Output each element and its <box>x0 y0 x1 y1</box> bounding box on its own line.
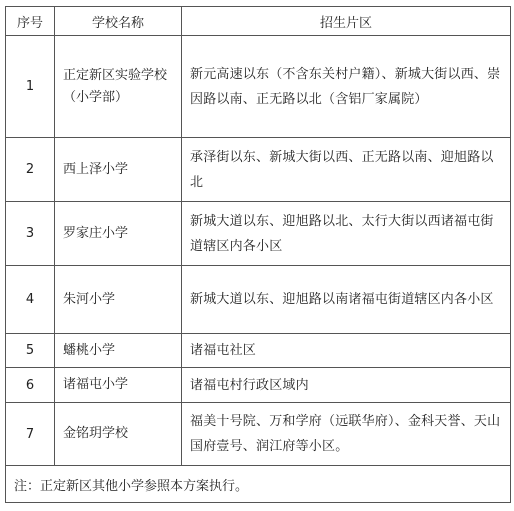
row-no: 2 <box>6 138 55 202</box>
row-school: 诸福屯小学 <box>55 368 182 403</box>
row-school: 朱河小学 <box>55 266 182 334</box>
row-no: 7 <box>6 403 55 466</box>
table-row <box>6 266 511 334</box>
header-admission-area: 招生片区 <box>182 7 511 36</box>
row-area: 新城大道以东、迎旭路以北、太行大街以西诸福屯街道辖区内各小区 <box>182 202 511 266</box>
row-school: 蟠桃小学 <box>55 334 182 368</box>
table-note-row <box>6 466 511 503</box>
row-no: 6 <box>6 368 55 403</box>
row-area: 福美十号院、万和学府（远联华府）、金科天誉、天山国府壹号、润江府等小区。 <box>182 403 511 466</box>
row-area: 诸福屯村行政区域内 <box>182 368 511 403</box>
row-school: 西上泽小学 <box>55 138 182 202</box>
row-school: 正定新区实验学校（小学部） <box>55 36 182 138</box>
table-row <box>6 202 511 266</box>
table-note: 注：正定新区其他小学参照本方案执行。 <box>6 466 511 503</box>
row-no: 1 <box>6 36 55 138</box>
table-row <box>6 403 511 466</box>
admission-zone-table <box>5 6 511 503</box>
table-row <box>6 138 511 202</box>
table-row <box>6 368 511 403</box>
row-school: 罗家庄小学 <box>55 202 182 266</box>
row-area: 承泽街以东、新城大街以西、正无路以南、迎旭路以北 <box>182 138 511 202</box>
header-school-name: 学校名称 <box>55 7 182 36</box>
header-no: 序号 <box>6 7 55 36</box>
row-area: 新元高速以东（不含东关村户籍）、新城大街以西、崇因路以南、正无路以北（含铝厂家属院） <box>182 36 511 138</box>
row-school: 金铭玥学校 <box>55 403 182 466</box>
row-no: 4 <box>6 266 55 334</box>
row-no: 3 <box>6 202 55 266</box>
table-row <box>6 334 511 368</box>
row-area: 诸福屯社区 <box>182 334 511 368</box>
row-area: 新城大道以东、迎旭路以南诸福屯街道辖区内各小区 <box>182 266 511 334</box>
table-header-row <box>6 7 511 36</box>
row-no: 5 <box>6 334 55 368</box>
table-row <box>6 36 511 138</box>
